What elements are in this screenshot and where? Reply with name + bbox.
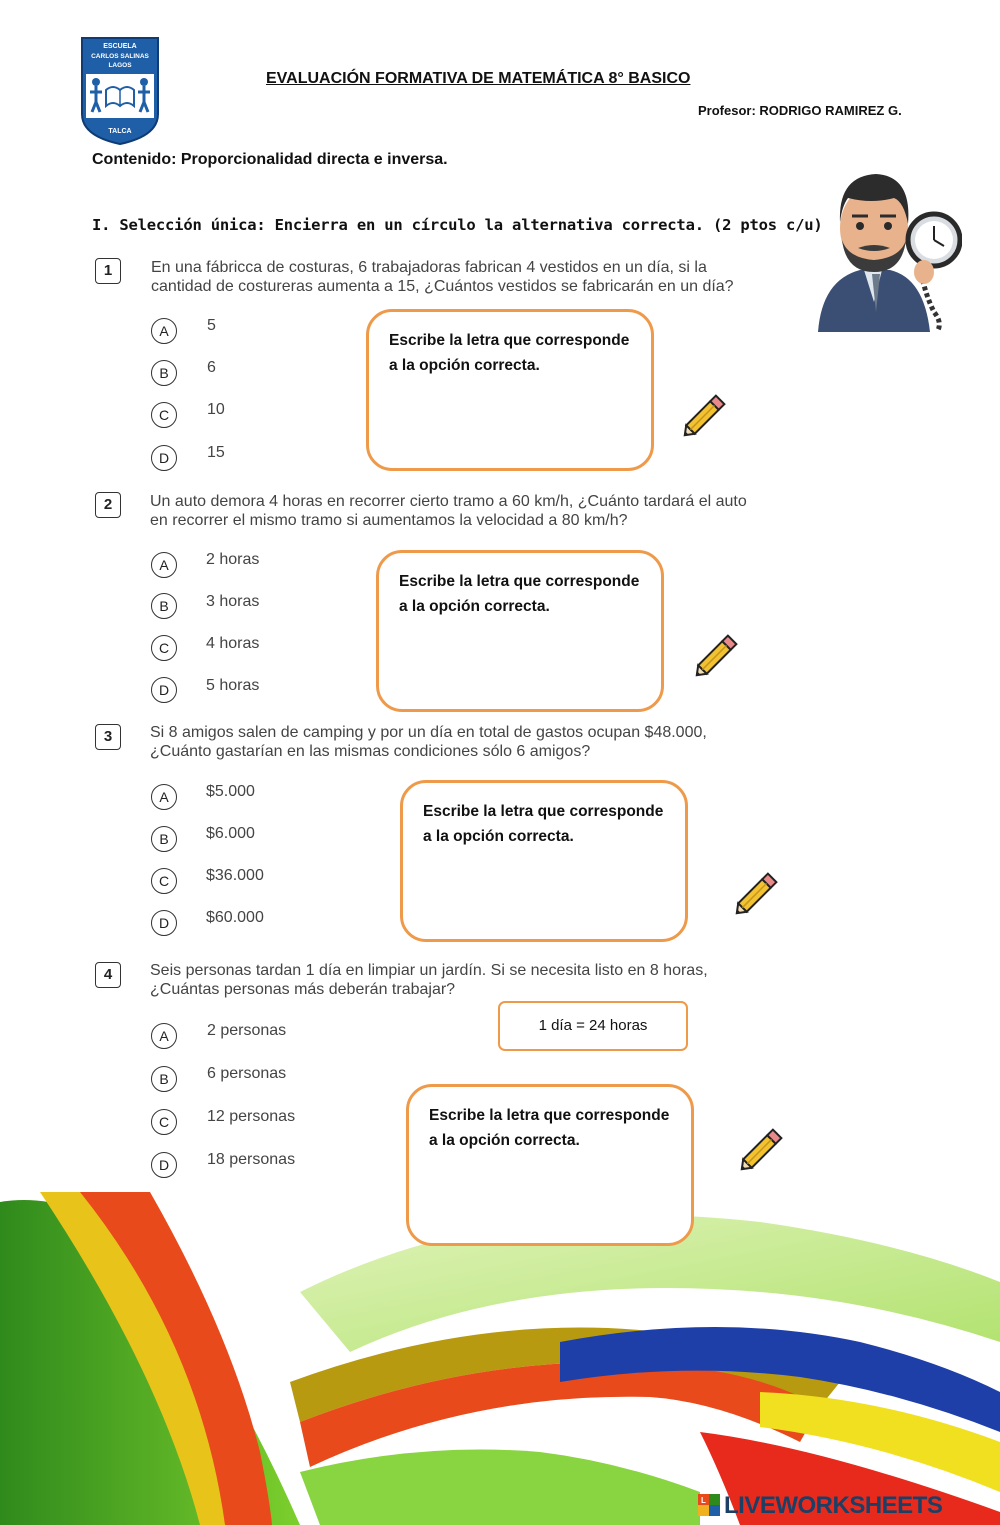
pencil-icon — [676, 384, 736, 444]
answer-box-3-label — [423, 799, 683, 849]
option-letter-1c[interactable]: C — [151, 402, 177, 428]
option-text-1d: 15 — [207, 444, 225, 461]
option-letter-3c[interactable]: C — [151, 868, 177, 894]
answer-prompt-line-1: Escribe la letra que corresponde — [389, 332, 630, 349]
answer-box-4[interactable] — [406, 1084, 694, 1246]
answer-box-2[interactable] — [376, 550, 664, 712]
badge-letters: L — [701, 1496, 706, 1505]
content-topic: Contenido: Proporcionalidad directa e inversa. — [92, 151, 448, 168]
option-text-2b: 3 horas — [206, 593, 260, 610]
option-letter-1a[interactable]: A — [151, 318, 177, 344]
option-letter-1b[interactable]: B — [151, 360, 177, 386]
option-text-4b: 6 personas — [207, 1065, 287, 1082]
option-text-4a: 2 personas — [207, 1022, 287, 1039]
answer-box-4-label — [429, 1103, 689, 1153]
liveworksheets-brand[interactable]: LIVEWORKSHEETS — [724, 1492, 943, 1519]
question-number-1: 1 — [95, 258, 121, 284]
option-text-1c: 10 — [207, 401, 225, 418]
question-4-line-1: Seis personas tardan 1 día en limpiar un jardín. Si se necesita listo en 8 horas, — [150, 962, 708, 979]
logo-text-line1: ESCUELA — [103, 43, 137, 50]
pencil-icon — [733, 1118, 793, 1178]
answer-prompt-line-1: Escribe la letra que corresponde — [423, 803, 664, 820]
option-text-3b: $6.000 — [206, 825, 255, 842]
question-3-line-1: Si 8 amigos salen de camping y por un día en total de gastos ocupan $48.000, — [150, 724, 707, 741]
option-text-1b: 6 — [207, 359, 216, 376]
option-text-2c: 4 horas — [206, 635, 260, 652]
answer-box-3[interactable] — [400, 780, 688, 942]
answer-prompt-line-2: a la opción correcta. — [389, 357, 540, 374]
option-text-4d: 18 personas — [207, 1151, 296, 1168]
option-letter-3a[interactable]: A — [151, 784, 177, 810]
logo-text-line3: LAGOS — [108, 62, 132, 69]
option-letter-2c[interactable]: C — [151, 635, 177, 661]
option-text-3a: $5.000 — [206, 783, 255, 800]
option-letter-4b[interactable]: B — [151, 1066, 177, 1092]
option-text-3d: $60.000 — [206, 909, 264, 926]
option-text-2a: 2 horas — [206, 551, 260, 568]
option-letter-2d[interactable]: D — [151, 677, 177, 703]
question-2-line-1: Un auto demora 4 horas en recorrer cierto tramo a 60 km/h, ¿Cuánto tardará el auto — [150, 493, 747, 510]
question-4-line-2: ¿Cuántas personas más deberán trabajar? — [150, 981, 456, 998]
option-letter-3d[interactable]: D — [151, 910, 177, 936]
question-1-line-1: En una fábricca de costuras, 6 trabajadoras fabrican 4 vestidos en un día, si la — [151, 259, 707, 276]
pencil-icon — [728, 862, 788, 922]
question-3-line-2: ¿Cuánto gastarían en las mismas condiciones sólo 6 amigos? — [150, 743, 591, 760]
liveworksheets-logo-icon — [698, 1494, 720, 1516]
question-2-line-2: en recorrer el mismo tramo si aumentamos la velocidad a 80 km/h? — [150, 512, 628, 529]
question-number-4: 4 — [95, 962, 121, 988]
question-text-3 — [150, 723, 810, 761]
option-letter-3b[interactable]: B — [151, 826, 177, 852]
question-number-2: 2 — [95, 492, 121, 518]
option-letter-2b[interactable]: B — [151, 593, 177, 619]
option-letter-1d[interactable]: D — [151, 445, 177, 471]
question-text-4 — [150, 961, 810, 999]
answer-prompt-line-1: Escribe la letra que corresponde — [429, 1107, 670, 1124]
option-letter-2a[interactable]: A — [151, 552, 177, 578]
section-title: I. Selección única: Encierra en un círculo la alternativa correcta. (2 ptos c/u) — [92, 216, 823, 234]
answer-box-1-label — [389, 328, 649, 378]
option-letter-4c[interactable]: C — [151, 1109, 177, 1135]
option-letter-4d[interactable]: D — [151, 1152, 177, 1178]
hint-box: 1 día = 24 horas — [498, 1001, 688, 1051]
option-text-2d: 5 horas — [206, 677, 260, 694]
answer-box-1[interactable] — [366, 309, 654, 471]
answer-prompt-line-2: a la opción correcta. — [423, 828, 574, 845]
question-1-line-2: cantidad de costureras aumenta a 15, ¿Cuántos vestidos se fabricarán en un día? — [151, 278, 734, 295]
option-letter-4a[interactable]: A — [151, 1023, 177, 1049]
logo-text-line2: CARLOS SALINAS — [91, 53, 149, 60]
answer-box-2-label — [399, 569, 659, 619]
answer-prompt-line-2: a la opción correcta. — [399, 598, 550, 615]
pencil-icon — [688, 624, 748, 684]
answer-prompt-line-1: Escribe la letra que corresponde — [399, 573, 640, 590]
answer-prompt-line-2: a la opción correcta. — [429, 1132, 580, 1149]
teacher-name: Profesor: RODRIGO RAMIREZ G. — [698, 103, 902, 118]
option-text-4c: 12 personas — [207, 1108, 296, 1125]
teacher-avatar-image — [812, 162, 962, 332]
school-logo — [80, 36, 160, 146]
question-text-2 — [150, 492, 810, 530]
worksheet-title: EVALUACIÓN FORMATIVA DE MATEMÁTICA 8° BASICO — [266, 70, 691, 87]
option-text-1a: 5 — [207, 317, 216, 334]
question-text-1 — [151, 258, 811, 296]
logo-city: TALCA — [108, 128, 132, 135]
question-number-3: 3 — [95, 724, 121, 750]
option-text-3c: $36.000 — [206, 867, 264, 884]
